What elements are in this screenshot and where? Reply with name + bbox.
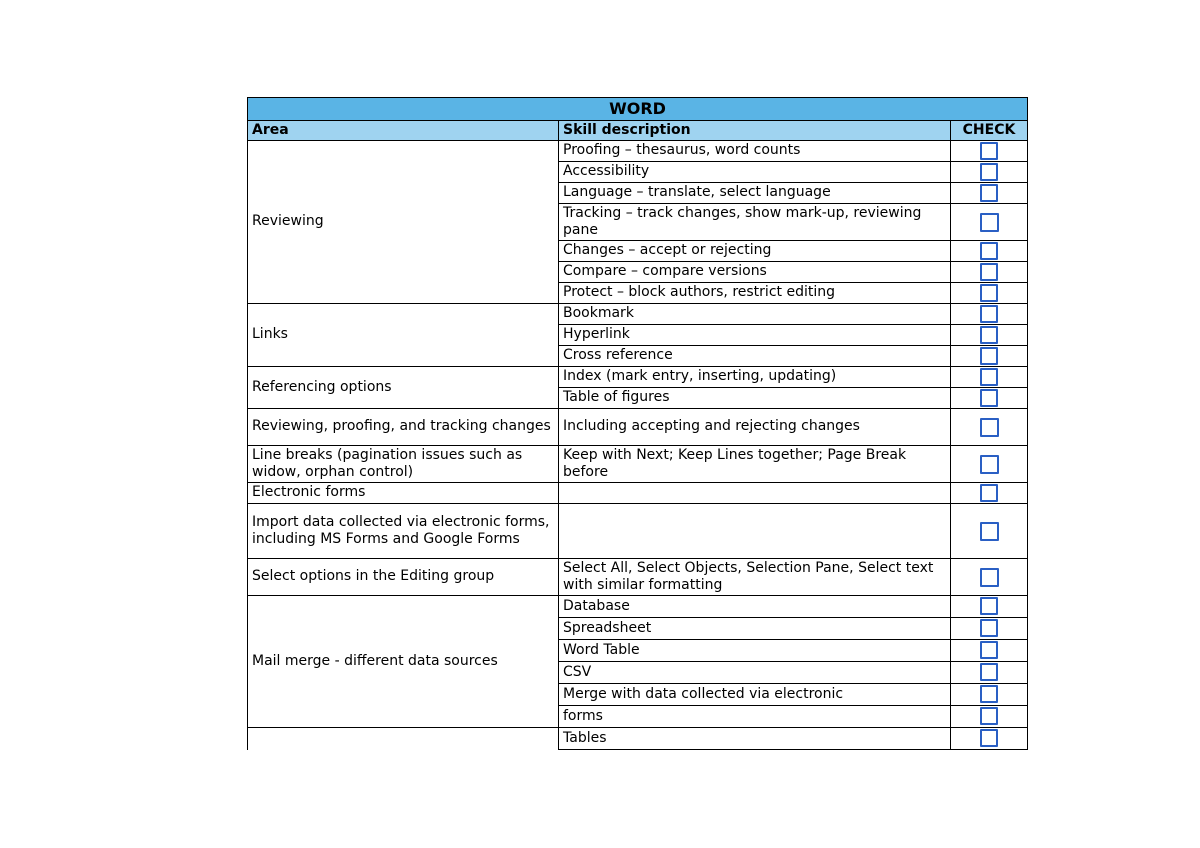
skill-hyperlink: Hyperlink bbox=[559, 325, 951, 346]
skill-keep-with-next: Keep with Next; Keep Lines together; Page Break before bbox=[559, 446, 951, 483]
checkbox[interactable] bbox=[980, 263, 998, 281]
table-row bbox=[248, 446, 1028, 483]
check-cell bbox=[951, 618, 1028, 640]
skill-changes: Changes – accept or rejecting bbox=[559, 241, 951, 262]
check-cell bbox=[951, 204, 1028, 241]
check-cell bbox=[951, 367, 1028, 388]
checkbox[interactable] bbox=[980, 685, 998, 703]
checkbox[interactable] bbox=[980, 326, 998, 344]
title-row bbox=[248, 98, 1028, 121]
check-cell bbox=[951, 640, 1028, 662]
checkbox[interactable] bbox=[980, 184, 998, 202]
area-mail-merge: Mail merge - different data sources bbox=[248, 596, 559, 728]
check-cell bbox=[951, 346, 1028, 367]
checkbox[interactable] bbox=[980, 242, 998, 260]
check-cell bbox=[951, 504, 1028, 559]
checkbox[interactable] bbox=[980, 389, 998, 407]
table-row bbox=[248, 504, 1028, 559]
checkbox[interactable] bbox=[980, 729, 998, 747]
header-check: CHECK bbox=[951, 121, 1028, 141]
skill-spreadsheet: Spreadsheet bbox=[559, 618, 951, 640]
header-row bbox=[248, 121, 1028, 141]
check-cell bbox=[951, 706, 1028, 728]
skill-compare: Compare – compare versions bbox=[559, 262, 951, 283]
skill-forms: forms bbox=[559, 706, 951, 728]
table-row bbox=[248, 141, 1028, 162]
skill-cross-reference: Cross reference bbox=[559, 346, 951, 367]
checkbox[interactable] bbox=[980, 142, 998, 160]
checkbox[interactable] bbox=[980, 522, 999, 541]
checkbox[interactable] bbox=[980, 663, 998, 681]
checkbox[interactable] bbox=[980, 641, 998, 659]
area-links: Links bbox=[248, 304, 559, 367]
skill-database: Database bbox=[559, 596, 951, 618]
checkbox[interactable] bbox=[980, 568, 999, 587]
skill-csv: CSV bbox=[559, 662, 951, 684]
check-cell bbox=[951, 559, 1028, 596]
header-area: Area bbox=[248, 121, 559, 141]
area-import-data: Import data collected via electronic forms, including MS Forms and Google Forms bbox=[248, 504, 559, 559]
skill-accepting-rejecting: Including accepting and rejecting changes bbox=[559, 409, 951, 446]
skill-index: Index (mark entry, inserting, updating) bbox=[559, 367, 951, 388]
skill-tracking: Tracking – track changes, show mark-up, reviewing pane bbox=[559, 204, 951, 241]
skills-checklist-table bbox=[247, 97, 1028, 750]
checkbox[interactable] bbox=[980, 597, 998, 615]
table-row bbox=[248, 728, 1028, 750]
skill-select-all: Select All, Select Objects, Selection Pane, Select text with similar formatting bbox=[559, 559, 951, 596]
skill-merge-electronic: Merge with data collected via electronic bbox=[559, 684, 951, 706]
skill-empty bbox=[559, 504, 951, 559]
area-reviewing: Reviewing bbox=[248, 141, 559, 304]
check-cell bbox=[951, 662, 1028, 684]
checkbox[interactable] bbox=[980, 484, 998, 502]
table-row bbox=[248, 596, 1028, 618]
area-electronic-forms: Electronic forms bbox=[248, 483, 559, 504]
skill-table-of-figures: Table of figures bbox=[559, 388, 951, 409]
check-cell bbox=[951, 728, 1028, 750]
skill-empty bbox=[559, 483, 951, 504]
check-cell bbox=[951, 304, 1028, 325]
table-row bbox=[248, 483, 1028, 504]
check-cell bbox=[951, 446, 1028, 483]
word-skills-sheet bbox=[247, 97, 1027, 750]
check-cell bbox=[951, 283, 1028, 304]
area-empty bbox=[248, 728, 559, 750]
skill-tables: Tables bbox=[559, 728, 951, 750]
skill-protect: Protect – block authors, restrict editing bbox=[559, 283, 951, 304]
table-title: WORD bbox=[248, 98, 1028, 121]
area-select-options: Select options in the Editing group bbox=[248, 559, 559, 596]
checkbox[interactable] bbox=[980, 368, 998, 386]
skill-proofing: Proofing – thesaurus, word counts bbox=[559, 141, 951, 162]
check-cell bbox=[951, 241, 1028, 262]
check-cell bbox=[951, 162, 1028, 183]
checkbox[interactable] bbox=[980, 305, 998, 323]
skill-bookmark: Bookmark bbox=[559, 304, 951, 325]
area-referencing-options: Referencing options bbox=[248, 367, 559, 409]
checkbox[interactable] bbox=[980, 163, 998, 181]
checkbox[interactable] bbox=[980, 347, 998, 365]
check-cell bbox=[951, 388, 1028, 409]
checkbox[interactable] bbox=[980, 213, 999, 232]
check-cell bbox=[951, 596, 1028, 618]
table-row bbox=[248, 559, 1028, 596]
skill-word-table: Word Table bbox=[559, 640, 951, 662]
check-cell bbox=[951, 325, 1028, 346]
area-reviewing-proofing-tracking: Reviewing, proofing, and tracking changes bbox=[248, 409, 559, 446]
area-line-breaks: Line breaks (pagination issues such as widow, orphan control) bbox=[248, 446, 559, 483]
skill-language: Language – translate, select language bbox=[559, 183, 951, 204]
skill-accessibility: Accessibility bbox=[559, 162, 951, 183]
header-skill-description: Skill description bbox=[559, 121, 951, 141]
check-cell bbox=[951, 684, 1028, 706]
check-cell bbox=[951, 183, 1028, 204]
check-cell bbox=[951, 141, 1028, 162]
checkbox[interactable] bbox=[980, 707, 998, 725]
check-cell bbox=[951, 483, 1028, 504]
checkbox[interactable] bbox=[980, 284, 998, 302]
checkbox[interactable] bbox=[980, 455, 999, 474]
checkbox[interactable] bbox=[980, 619, 998, 637]
table-row bbox=[248, 304, 1028, 325]
checkbox[interactable] bbox=[980, 418, 999, 437]
table-row bbox=[248, 367, 1028, 388]
check-cell bbox=[951, 262, 1028, 283]
table-row bbox=[248, 409, 1028, 446]
check-cell bbox=[951, 409, 1028, 446]
